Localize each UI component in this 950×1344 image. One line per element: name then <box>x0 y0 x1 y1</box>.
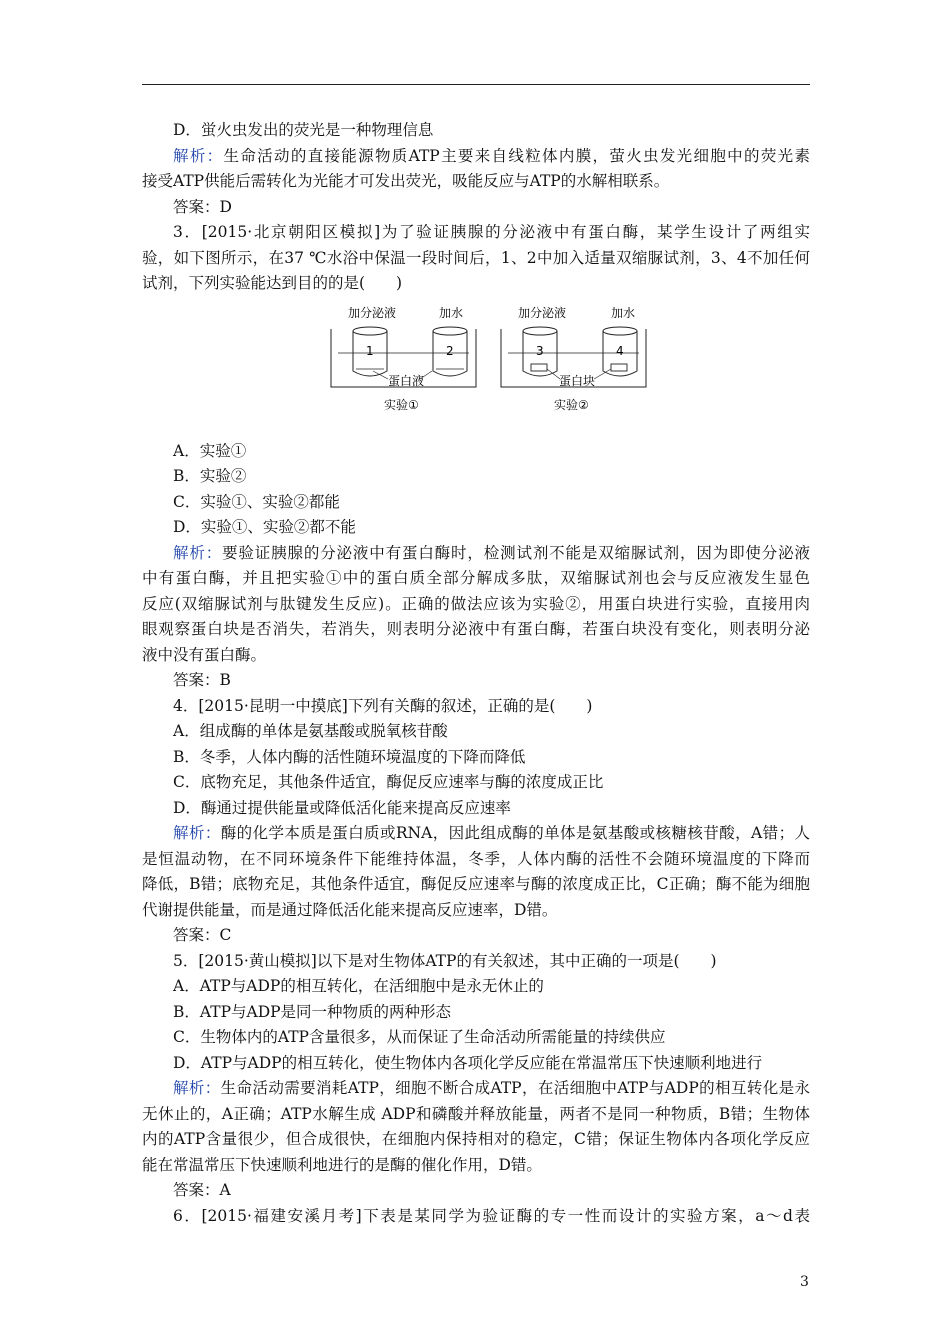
q4-analysis-line-4: 代谢提供能量，而是通过降低活化能来提高反应速率，D错。 <box>142 900 558 919</box>
q4-analysis-line-2: 是恒温动物，在不同环境条件下能维持体温，冬季，人体内酶的活性不会随环境温度的下降而 <box>142 849 810 868</box>
q4-stem: 4．[2015·昆明一中摸底]下列有关酶的叙述，正确的是( ) <box>173 696 593 715</box>
analysis-text: 酶的化学本质是蛋白质或RNA，因此组成酶的单体是氨基酸或核糖核苷酸，A错；人 <box>220 824 810 842</box>
q3-option-a: A．实验① <box>173 441 247 460</box>
analysis-text: 生命活动的直接能源物质ATP主要来自线粒体内膜，萤火虫发光细胞中的荧光素 <box>223 146 810 165</box>
q5-option-c: C．生物体内的ATP含量很多，从而保证了生命活动所需能量的持续供应 <box>173 1028 666 1046</box>
q5-analysis-line-3: 内的ATP含量很少，但合成很快，在细胞内保持相对的稳定，C错；保证生物体内各项化学反应 <box>142 1130 810 1148</box>
q3-analysis-line-5: 液中没有蛋白酶。 <box>142 645 267 664</box>
q3-option-d: D．实验①、实验②都不能 <box>173 518 356 536</box>
q4-option-c: C．底物充足，其他条件适宜，酶促反应速率与酶的浓度成正比 <box>173 773 604 791</box>
exp1-substrate-label: 蛋白液 <box>388 373 425 388</box>
q2-analysis-line-2: 接受ATP供能后需转化为光能才可发出荧光，吸能反应与ATP的水解相联系。 <box>142 172 670 190</box>
q3-answer: 答案：B <box>173 671 231 689</box>
analysis-label: 解析： <box>173 824 221 842</box>
q5-option-a: A．ATP与ADP的相互转化，在活细胞中是永无休止的 <box>173 977 544 995</box>
exp2-tube-right-number: 4 <box>616 343 624 358</box>
q5-analysis-line-2: 无休止的，A正确；ATP水解生成 ADP和磷酸并释放能量，两者不是同一种物质，B错；生物体 <box>142 1104 810 1123</box>
exp1-caption: 实验① <box>384 397 419 412</box>
q3-stem-line-1: 3．[2015·北京朝阳区模拟]为了验证胰腺的分泌液中有蛋白酶，某学生设计了两组实 <box>173 223 810 241</box>
exp2-protein-block-left <box>531 364 547 371</box>
q5-stem: 5．[2015·黄山模拟]以下是对生物体ATP的有关叙述，其中正确的一项是( ) <box>173 951 717 970</box>
exp1-tube-left-number: 1 <box>366 343 374 358</box>
exp2-substrate-label: 蛋白块 <box>559 373 596 388</box>
q2-analysis-line-1 <box>142 144 810 170</box>
experiment-figure <box>142 301 810 433</box>
q3-analysis-line-1 <box>142 541 810 567</box>
header-rule <box>142 84 810 85</box>
q2-option-d: D．蛍火虫发出的荧光是一种物理信息 <box>173 121 434 139</box>
q4-option-d: D．酶通过提供能量或降低活化能来提高反应速率 <box>173 798 511 817</box>
q3-option-c: C．实验①、实验②都能 <box>173 492 340 511</box>
analysis-label: 解析： <box>173 543 223 562</box>
q3-analysis-line-4: 眼观察蛋白块是否消失，若消失，则表明分泌液中有蛋白酶，若蛋白块没有变化，则表明分泌 <box>142 620 810 638</box>
experiment-2 <box>501 305 646 412</box>
q4-option-b: B．冬季，人体内酶的活性随环境温度的下降而降低 <box>173 747 526 766</box>
exp1-right-label: 加水 <box>439 305 464 320</box>
exp1-left-label: 加分泌液 <box>348 305 397 320</box>
q4-answer: 答案：C <box>173 926 232 944</box>
analysis-text: 生命活动需要消耗ATP，细胞不断合成ATP，在活细胞中ATP与ADP的相互转化是永 <box>220 1079 810 1097</box>
q3-stem-line-2: 验，如下图所示，在37 ℃水浴中保温一段时间后，1、2中加入适量双缩脲试剂，3、4不加任何 <box>142 248 810 267</box>
exp2-tube-left-number: 3 <box>536 343 544 358</box>
document-body <box>142 118 810 1229</box>
exp2-caption: 实验② <box>554 397 589 412</box>
exp2-tube-left-top <box>523 327 557 335</box>
q5-analysis-line-4: 能在常温常压下快速顺利地进行的是酶的催化作用，D错。 <box>142 1155 542 1174</box>
exp1-tube-left-top <box>353 327 387 335</box>
exp2-left-label: 加分泌液 <box>518 305 567 320</box>
experiment-1 <box>331 305 476 412</box>
q5-answer: 答案：A <box>173 1181 231 1199</box>
q3-option-b: B．实验② <box>173 467 247 485</box>
q4-analysis-line-3: 降低，B错；底物充足，其他条件适宜，酶促反应速率与酶的浓度成正比，C正确；酶不能为细胞 <box>142 875 810 893</box>
exp2-protein-block-right <box>611 364 627 371</box>
q3-stem-line-3: 试剂，下列实验能达到目的的是( ) <box>142 274 403 292</box>
q3-analysis-line-2: 中有蛋白酶，并且把实验①中的蛋白质全部分解成多肽，双缩脲试剂也会与反应液发生显色 <box>142 569 810 587</box>
page-number: 3 <box>800 1274 809 1290</box>
q3-analysis-line-3: 反应(双缩脲试剂与肽键发生反应)。正确的做法应该为实验②，用蛋白块进行实验，直接用肉 <box>142 594 810 613</box>
q5-option-d: D．ATP与ADP的相互转化，使生物体内各项化学反应能在常温常压下快速顺利地进行 <box>173 1053 763 1072</box>
exp1-tube-right-number: 2 <box>446 343 454 358</box>
exp1-tube-right-top <box>433 327 467 335</box>
experiment-diagram <box>328 301 648 431</box>
q4-analysis-line-1 <box>142 821 810 847</box>
analysis-label: 解析： <box>173 146 224 165</box>
q5-analysis-line-1 <box>142 1076 810 1102</box>
q5-option-b: B．ATP与ADP是同一种物质的两种形态 <box>173 1002 452 1021</box>
analysis-label: 解析： <box>173 1079 221 1097</box>
exp2-right-label: 加水 <box>611 305 636 320</box>
q4-option-a: A．组成酶的单体是氨基酸或脱氧核苷酸 <box>173 722 448 740</box>
exp2-tube-right-top <box>603 327 637 335</box>
q6-stem-line-1: 6．[2015·福建安溪月考]下表是某同学为验证酶的专一性而设计的实验方案，a～d表 <box>173 1206 810 1225</box>
q2-answer: 答案：D <box>173 197 232 216</box>
analysis-text: 要验证胰腺的分泌液中有蛋白酶时，检测试剂不能是双缩脲试剂，因为即使分泌液 <box>222 543 810 562</box>
